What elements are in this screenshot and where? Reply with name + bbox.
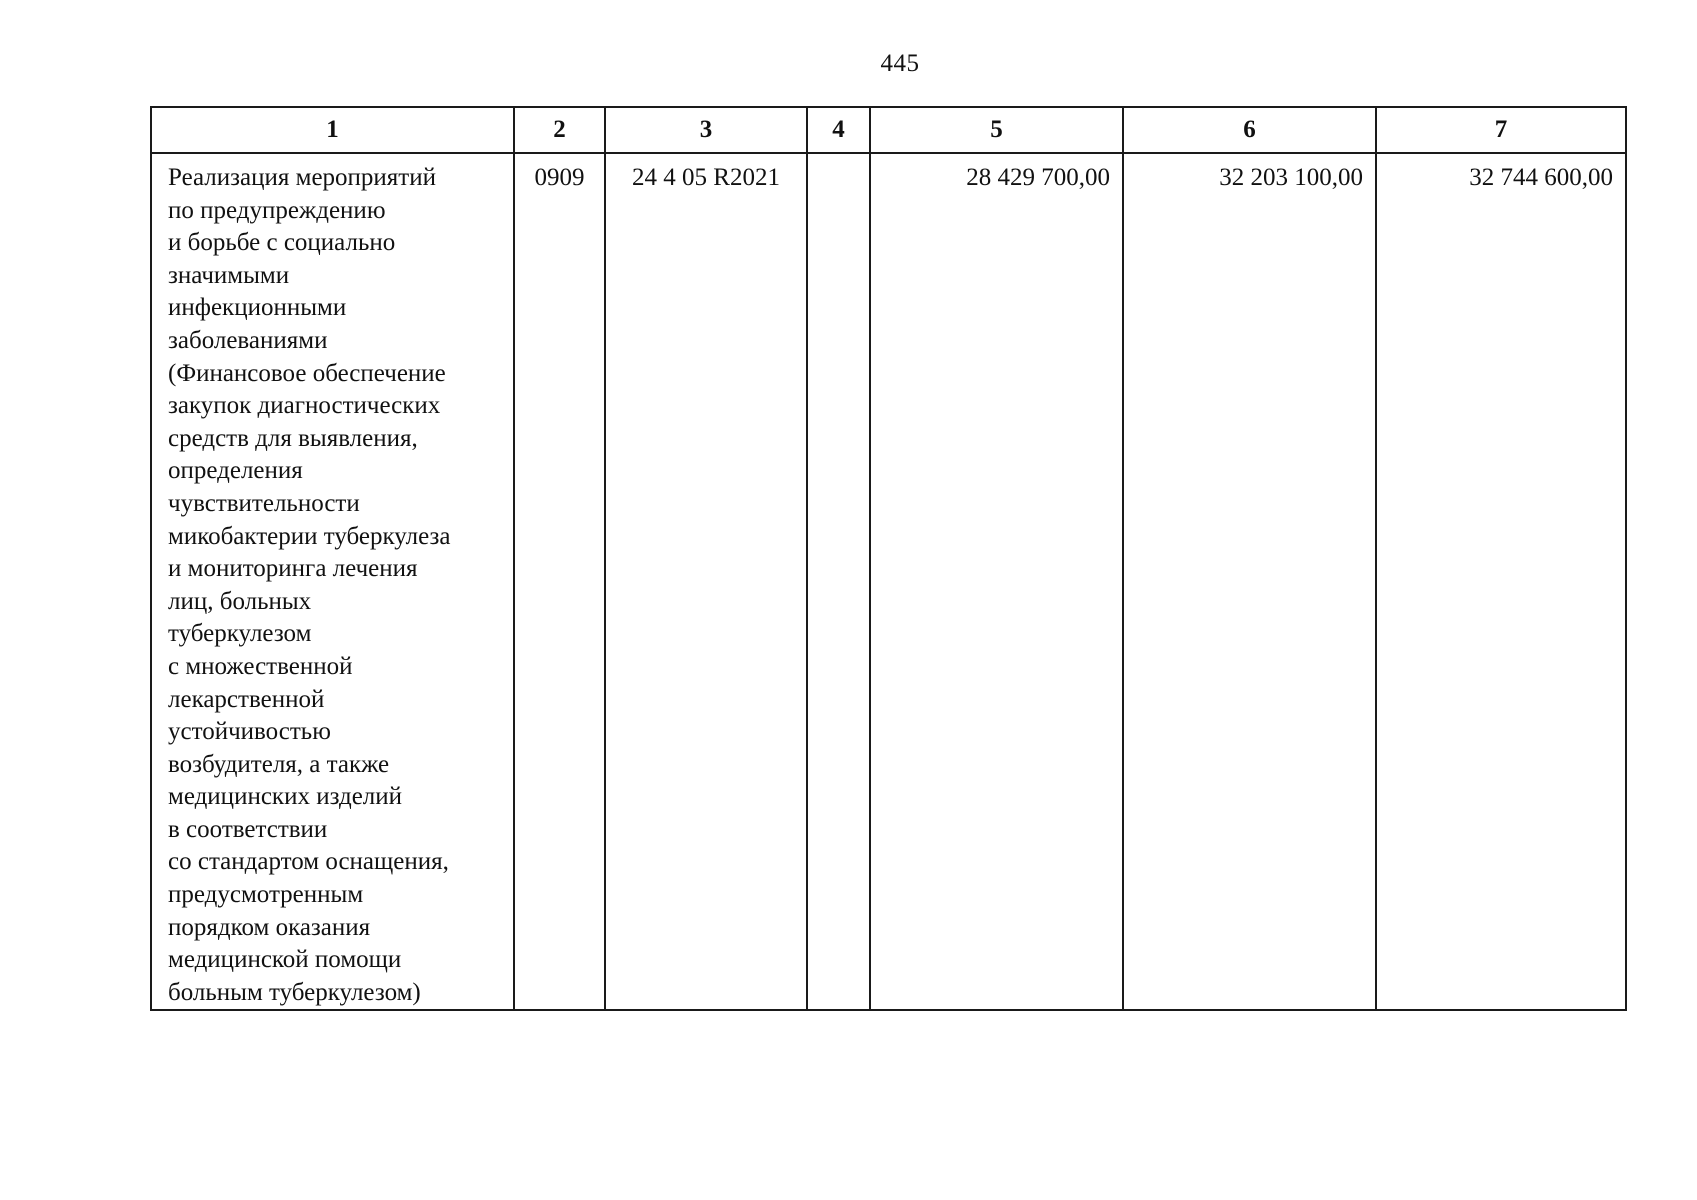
column-header-3: 3 [605,107,807,153]
description-cell: Реализация мероприятий по предупреждению и борьбе с социально значимыми инфекционными заболеваниями (Финансовое обеспечение закупок диагностических средств для выявления, определения чувствительности микобактерии туберкулеза и мониторинга лечения лиц, больных туберкулезом с множественной лекарственной устойчивостью возбудителя, а также медицинских изделий в соответствии со стандартом оснащения, предусмотренным порядком оказания медицинской помощи больным туберкулезом) [151,153,514,1010]
column-header-4: 4 [807,107,870,153]
column-header-6: 6 [1123,107,1376,153]
expense-type-cell [807,153,870,1010]
column-header-2: 2 [514,107,605,153]
column-header-7: 7 [1376,107,1626,153]
column-header-5: 5 [870,107,1123,153]
header-row [151,107,1626,153]
page-number: 445 [880,50,920,77]
amount-cell-2: 32 203 100,00 [1123,153,1376,1010]
section-code-cell: 0909 [514,153,605,1010]
budget-table [150,106,1627,1011]
target-article-cell: 24 4 05 R2021 [605,153,807,1010]
amount-cell-1: 28 429 700,00 [870,153,1123,1010]
table-row [151,153,1626,1010]
table-header [151,107,1626,153]
table-body [151,153,1626,1010]
column-header-1: 1 [151,107,514,153]
amount-cell-3: 32 744 600,00 [1376,153,1626,1010]
